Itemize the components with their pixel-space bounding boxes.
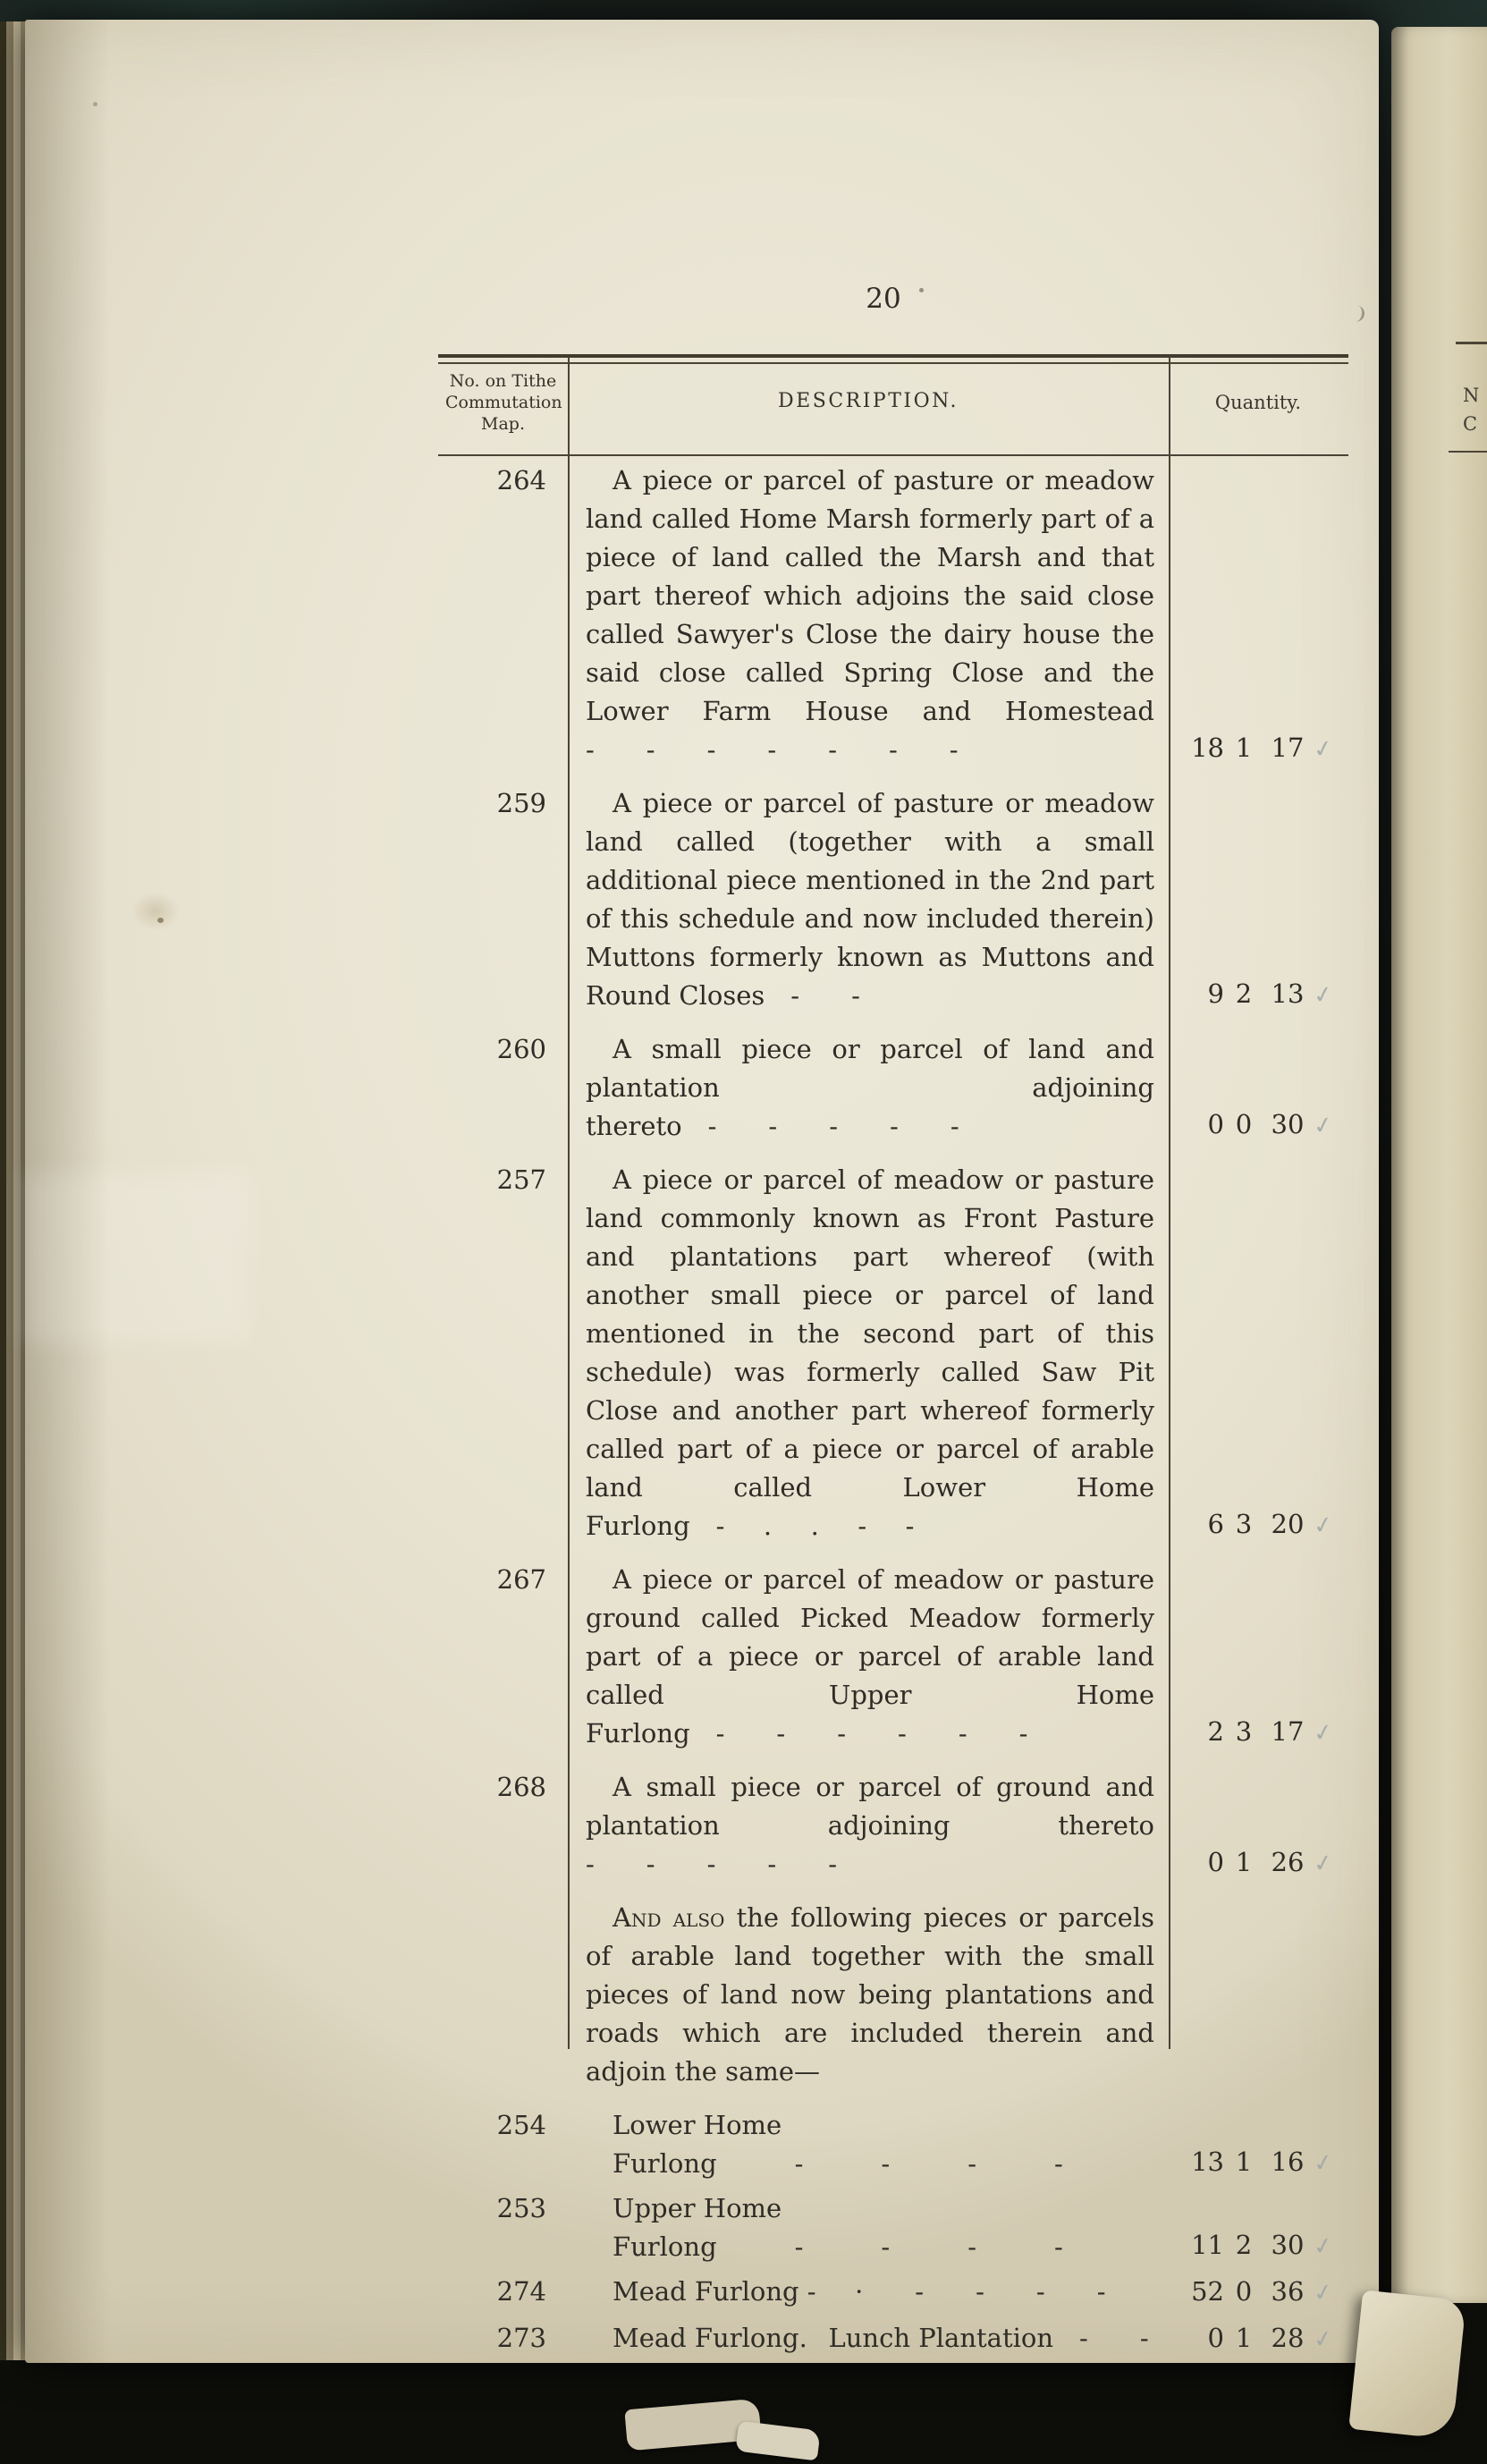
quantity-perches: 20 — [1271, 1509, 1305, 1539]
quantity-perches: 16 — [1271, 2146, 1305, 2177]
table-row — [438, 1561, 1348, 1753]
quantity-roods: 1 — [1235, 732, 1253, 763]
page-edge-strip — [13, 21, 21, 2360]
header-description: DESCRIPTION. — [778, 390, 959, 412]
paper-speck — [93, 102, 97, 106]
stray-mark-icon — [1353, 305, 1365, 322]
note-lead: And also — [613, 1902, 725, 1933]
row-description: A piece or parcel of pasture or meadow land called Home Marsh formerly part of a piece of land called the Marsh and that part thereof which adjoins the said close called Sawyer's Close the dairy house the said close called Spring Close and the Lower Farm House and Homestead - - - - - - - — [586, 465, 1154, 765]
quantity-perches: 30 — [1271, 2230, 1305, 2260]
checkmark-icon: ✓ — [1311, 734, 1336, 765]
column-divider-left — [568, 357, 570, 2049]
quantity-acres: 11 — [1191, 2230, 1224, 2260]
row-quantity — [1169, 975, 1348, 1015]
next-page-edge — [1391, 27, 1487, 2303]
table-row — [438, 1899, 1348, 2091]
torn-paper-fragment — [735, 2421, 820, 2461]
quantity-acres: 2 — [1207, 1716, 1224, 1747]
row-quantity — [1169, 2273, 1348, 2313]
table-row — [438, 2273, 1348, 2313]
table-row — [438, 2189, 1348, 2266]
quantity-roods: 2 — [1235, 978, 1253, 1009]
quantity-roods: 1 — [1235, 1847, 1253, 1877]
row-quantity — [1169, 2226, 1348, 2266]
next-page-text-fragment: C — [1463, 413, 1478, 435]
table-row — [438, 1768, 1348, 1884]
row-map-number: 268 — [496, 1772, 546, 1802]
row-quantity — [1169, 1505, 1348, 1545]
row-description: A piece or parcel of meadow or pasture ground called Picked Meadow formerly part of a piece or parcel of arable land called Upper Home Furlong - - - - - - — [586, 1564, 1154, 1749]
checkmark-icon: ✓ — [1311, 1111, 1336, 1141]
checkmark-icon: ✓ — [1311, 1511, 1336, 1541]
next-page-rule-fragment — [1449, 451, 1487, 453]
scan-exposure-band — [25, 1173, 249, 1343]
note-rest: the following pieces or parcels of arable land together with the small pieces of land now being plantations and roads which are included therein and adjoin the same— — [586, 1902, 1154, 2087]
quantity-roods: 3 — [1235, 1509, 1253, 1539]
checkmark-icon: ✓ — [1311, 980, 1336, 1011]
header-quantity: Quantity. — [1214, 392, 1302, 413]
row-quantity — [1169, 1713, 1348, 1753]
header-underline-rule — [438, 454, 1348, 456]
table-header — [438, 354, 1348, 438]
quantity-perches: 30 — [1271, 1109, 1305, 1139]
schedule-table — [438, 354, 1348, 2355]
header-map-number: No. on Tithe Commutation Map. — [445, 371, 562, 434]
row-map-number: 259 — [496, 788, 546, 818]
page-number: 20 — [866, 283, 901, 315]
column-divider-right — [1169, 357, 1170, 2049]
row-description: A small piece or parcel of land and plantation adjoining thereto - - - - - — [586, 1034, 1154, 1141]
page-edge-strip — [6, 21, 13, 2360]
quantity-acres: 9 — [1207, 978, 1224, 1009]
row-quantity — [1169, 729, 1348, 769]
row-map-number: 257 — [496, 1164, 546, 1195]
torn-paper-fragment — [1348, 2290, 1466, 2439]
paper-speck — [157, 918, 164, 923]
quantity-acres: 13 — [1191, 2146, 1224, 2177]
row-description: Mead Furlong - · - - - - — [613, 2276, 1106, 2307]
row-description: Upper Home Furlong - - - - — [613, 2193, 1063, 2262]
table-row — [438, 2319, 1348, 2359]
row-map-number: 273 — [496, 2323, 546, 2353]
table-row — [438, 461, 1348, 769]
row-map-number: 267 — [496, 1564, 546, 1595]
quantity-perches: 26 — [1271, 1847, 1305, 1877]
row-quantity — [1169, 1105, 1348, 1146]
quantity-perches: 28 — [1271, 2323, 1305, 2353]
next-page-rule-fragment — [1456, 342, 1487, 344]
table-top-rule-thick — [438, 354, 1348, 358]
row-description: A small piece or parcel of ground and plantation adjoining thereto - - - - - — [586, 1772, 1154, 1879]
checkmark-icon: ✓ — [1311, 2148, 1336, 2179]
table-row — [438, 1161, 1348, 1545]
row-map-number: 254 — [496, 2110, 546, 2140]
row-map-number: 253 — [496, 2193, 546, 2223]
row-map-number: 264 — [496, 465, 546, 495]
table-row — [438, 784, 1348, 1015]
row-description: Mead Furlong. Lunch Plantation - - — [613, 2323, 1149, 2353]
quantity-acres: 52 — [1191, 2276, 1224, 2307]
checkmark-icon: ✓ — [1311, 2278, 1336, 2308]
quantity-roods: 3 — [1235, 1716, 1253, 1747]
row-description: Lower Home Furlong - - - - — [613, 2110, 1063, 2179]
paper-stain — [131, 892, 181, 931]
quantity-acres: 18 — [1191, 732, 1224, 763]
table-rows — [438, 438, 1348, 2359]
checkmark-icon: ✓ — [1311, 1718, 1336, 1749]
row-map-number: 274 — [496, 2276, 546, 2307]
quantity-roods: 2 — [1235, 2230, 1253, 2260]
table-top-rule-thin — [438, 362, 1348, 364]
checkmark-icon: ✓ — [1311, 1849, 1336, 1879]
checkmark-icon: ✓ — [1311, 2231, 1336, 2262]
next-page-text-fragment: N — [1463, 385, 1480, 406]
row-description: A piece or parcel of pasture or meadow land called (together with a small additional piece mentioned in the 2nd part of this schedule and now included therein) Muttons formerly known as Muttons and Round Closes - - — [586, 788, 1154, 1011]
row-description — [568, 1899, 1169, 2091]
quantity-perches: 36 — [1271, 2276, 1305, 2307]
table-row — [438, 1030, 1348, 1146]
quantity-roods: 1 — [1235, 2146, 1253, 2177]
quantity-perches: 17 — [1271, 1716, 1305, 1747]
quantity-acres: 6 — [1207, 1509, 1224, 1539]
quantity-perches: 13 — [1271, 978, 1305, 1009]
quantity-roods: 1 — [1235, 2323, 1253, 2353]
row-map-number — [438, 1899, 568, 2091]
row-quantity — [1169, 1843, 1348, 1884]
table-row — [438, 2106, 1348, 2183]
row-map-number: 260 — [496, 1034, 546, 1064]
row-description: A piece or parcel of meadow or pasture land commonly known as Front Pasture and plantations part whereof (with another small piece or parcel of land mentioned in the second part of this schedule) was formerly called Saw Pit Close and another part whereof formerly called part of a piece or parcel of arable land called Lower Home Furlong - . . - - — [586, 1164, 1154, 1541]
page-edge-strip — [0, 21, 6, 2360]
quantity-acres: 0 — [1207, 1847, 1224, 1877]
quantity-acres: 0 — [1207, 2323, 1224, 2353]
book-page — [25, 20, 1379, 2363]
page-edge-strips — [0, 21, 27, 2360]
quantity-roods: 0 — [1235, 2276, 1253, 2307]
row-quantity — [1169, 2143, 1348, 2183]
row-quantity — [1169, 2319, 1348, 2359]
quantity-acres: 0 — [1207, 1109, 1224, 1139]
quantity-roods: 0 — [1235, 1109, 1253, 1139]
quantity-perches: 17 — [1271, 732, 1305, 763]
checkmark-icon: ✓ — [1311, 2324, 1336, 2355]
